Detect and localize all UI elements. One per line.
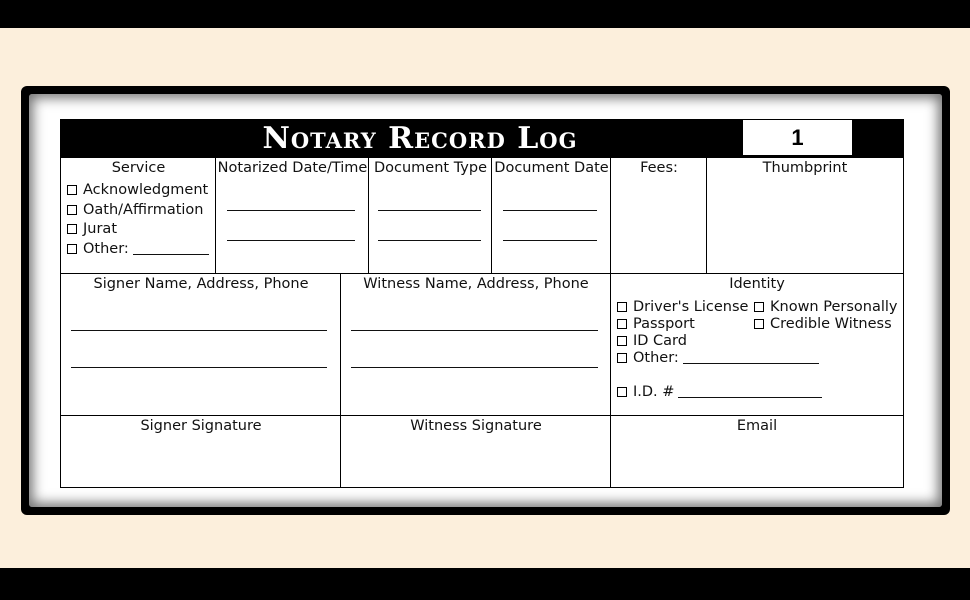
document-date-cell: [491, 157, 612, 275]
service-option-oath[interactable]: [67, 202, 204, 218]
signer-info-cell: [60, 273, 342, 417]
top-letterbox-bar: [0, 0, 970, 28]
checkbox[interactable]: [67, 224, 77, 234]
identity-option-label: ID Card: [633, 333, 687, 349]
signer-signature-cell[interactable]: [60, 415, 342, 488]
service-other-field[interactable]: [133, 244, 209, 255]
thumbprint-cell[interactable]: [706, 157, 904, 275]
record-number[interactable]: 1: [743, 120, 852, 155]
identity-option-passport[interactable]: [617, 316, 695, 332]
checkbox[interactable]: [617, 319, 627, 329]
notarized-datetime-header: Notarized Date/Time: [217, 160, 368, 176]
identity-option-other[interactable]: [617, 350, 819, 366]
document-type-cell: [368, 157, 493, 275]
service-option-label: Acknowledgment: [83, 182, 209, 198]
identity-id-number-label: I.D. #: [633, 384, 675, 400]
document-type-line-1[interactable]: [378, 210, 481, 211]
email-header: Email: [736, 418, 778, 434]
identity-other-field[interactable]: [683, 353, 819, 364]
notarized-datetime-line-1[interactable]: [227, 210, 355, 211]
identity-option-label: Known Personally: [770, 299, 898, 315]
identity-option-label: Credible Witness: [770, 316, 892, 332]
document-type-line-2[interactable]: [378, 240, 481, 241]
form-header: [60, 119, 904, 158]
identity-option-drivers-license[interactable]: [617, 299, 748, 315]
document-date-line-2[interactable]: [503, 240, 597, 241]
checkbox[interactable]: [617, 302, 627, 312]
notarized-datetime-cell: [215, 157, 370, 275]
checkbox[interactable]: [617, 353, 627, 363]
checkbox[interactable]: [617, 336, 627, 346]
notary-record-form: [60, 119, 904, 488]
service-option-jurat[interactable]: [67, 221, 117, 237]
service-header: Service: [111, 160, 166, 176]
fees-cell[interactable]: [610, 157, 708, 275]
identity-cell: [610, 273, 904, 417]
service-option-acknowledgment[interactable]: [67, 182, 208, 198]
signer-info-header: Signer Name, Address, Phone: [93, 276, 309, 292]
identity-option-known-personally[interactable]: [754, 299, 897, 315]
document-date-line-1[interactable]: [503, 210, 597, 211]
document-date-header: Document Date: [494, 160, 609, 176]
checkbox[interactable]: [67, 205, 77, 215]
identity-id-number[interactable]: [617, 384, 822, 400]
service-option-other[interactable]: [67, 241, 209, 257]
witness-info-header: Witness Name, Address, Phone: [363, 276, 589, 292]
signer-info-line-1[interactable]: [71, 330, 327, 331]
identity-option-id-card[interactable]: [617, 333, 687, 349]
thumbprint-header: Thumbprint: [762, 160, 848, 176]
email-cell[interactable]: [610, 415, 904, 488]
checkbox[interactable]: [67, 185, 77, 195]
identity-option-label: Passport: [633, 316, 695, 332]
checkbox[interactable]: [617, 387, 627, 397]
witness-info-line-1[interactable]: [351, 330, 598, 331]
identity-id-number-field[interactable]: [678, 387, 822, 398]
bottom-letterbox-bar: [0, 568, 970, 600]
service-option-label: Oath/Affirmation: [83, 202, 204, 218]
signer-signature-header: Signer Signature: [140, 418, 262, 434]
witness-signature-cell[interactable]: [340, 415, 612, 488]
identity-option-label: Other:: [633, 350, 679, 366]
identity-option-credible-witness[interactable]: [754, 316, 892, 332]
signer-info-line-2[interactable]: [71, 367, 327, 368]
service-option-label: Other:: [83, 241, 129, 257]
service-cell: [60, 157, 217, 275]
checkbox[interactable]: [754, 319, 764, 329]
document-type-header: Document Type: [373, 160, 488, 176]
identity-header: Identity: [729, 276, 785, 292]
witness-signature-header: Witness Signature: [410, 418, 542, 434]
notarized-datetime-line-2[interactable]: [227, 240, 355, 241]
checkbox[interactable]: [67, 244, 77, 254]
form-title: Notary Record Log: [262, 121, 578, 156]
service-option-label: Jurat: [83, 221, 117, 237]
fees-header: Fees:: [640, 160, 678, 176]
identity-option-label: Driver's License: [633, 299, 749, 315]
witness-info-line-2[interactable]: [351, 367, 598, 368]
checkbox[interactable]: [754, 302, 764, 312]
witness-info-cell: [340, 273, 612, 417]
